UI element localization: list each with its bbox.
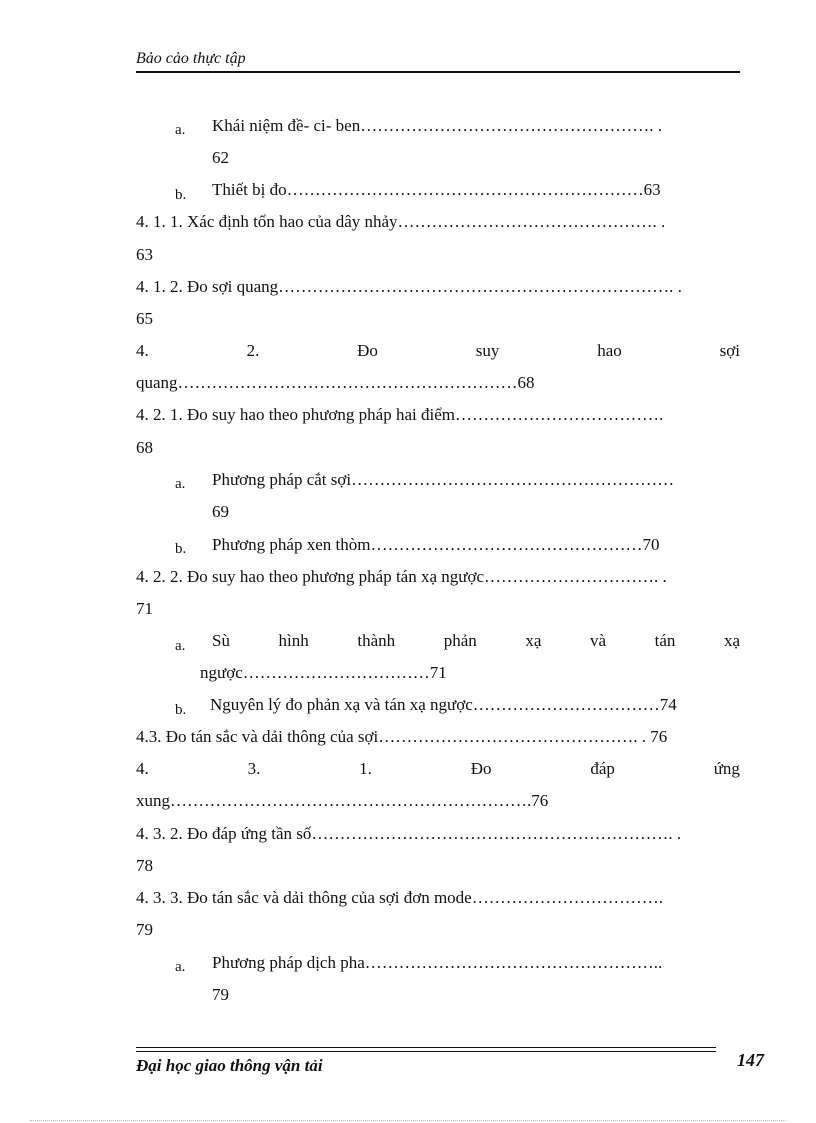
toc-entry[interactable]: 4. 1. 1. Xác định tổn hao của dây nhảy………………………………………. .: [136, 212, 666, 231]
toc-marker: a.: [175, 959, 186, 975]
header-rule: [136, 71, 740, 73]
toc-word: Đo: [357, 341, 378, 360]
toc-entry[interactable]: xung……………………………………………………….76: [136, 791, 549, 810]
toc-entry[interactable]: Phương pháp dịch pha……………………………………………..: [212, 953, 663, 972]
toc-page-number: 69: [212, 502, 229, 521]
toc-word: thành: [357, 631, 396, 650]
toc-word: ứng: [713, 759, 740, 778]
page-number: 147: [737, 1050, 764, 1070]
header-title: Bảo cảo thực tập: [136, 50, 246, 67]
toc-word: 3.: [247, 759, 261, 778]
toc-entry[interactable]: 4.3. Đo tán sắc và dải thông của sợi………………………………………. . 76: [136, 727, 668, 746]
toc-page-number: 78: [136, 856, 153, 875]
toc-page-number: 79: [136, 920, 153, 939]
toc-marker: b.: [175, 187, 187, 203]
toc-word: hao: [597, 341, 622, 360]
toc-page-number: 71: [136, 599, 153, 618]
toc-word: và: [589, 631, 607, 650]
toc-word: Sù: [212, 631, 230, 650]
toc-word: 2.: [246, 341, 260, 360]
toc-entry-justified[interactable]: [136, 341, 740, 361]
toc-word: đáp: [590, 759, 615, 778]
toc-entry-justified[interactable]: [136, 759, 740, 779]
toc-word: 1.: [359, 759, 372, 778]
toc-marker: a.: [175, 122, 186, 138]
toc-entry[interactable]: Nguyên lý đo phản xạ và tán xạ ngược……………………………74: [210, 695, 677, 714]
toc-entry[interactable]: quang……………………………………………………68: [136, 373, 535, 392]
toc-marker: b.: [175, 702, 187, 718]
toc-word: suy: [475, 341, 500, 360]
toc-word: tán: [654, 631, 676, 650]
toc-entry[interactable]: ngược……………………………71: [200, 663, 447, 682]
footer-institution: Đại học giao thông vận tải: [136, 1056, 323, 1075]
toc-word: xạ: [723, 631, 740, 650]
toc-marker: b.: [175, 541, 187, 557]
toc-page-number: 65: [136, 309, 153, 328]
toc-marker: a.: [175, 476, 186, 492]
toc-entry[interactable]: 4. 2. 1. Đo suy hao theo phương pháp hai điểm……………………………….: [136, 405, 664, 424]
toc-word: phản: [443, 631, 477, 650]
toc-page-number: 68: [136, 438, 153, 457]
toc-word: hình: [278, 631, 309, 650]
toc-word: 4.: [136, 759, 149, 778]
toc-word: Đo: [470, 759, 492, 778]
toc-entry[interactable]: Thiết bị đo………………………………………………………63: [212, 180, 661, 199]
toc-word: xạ: [525, 631, 542, 650]
toc-page-number: 79: [212, 985, 229, 1004]
toc-marker: a.: [175, 638, 186, 654]
toc-entry[interactable]: 4. 3. 2. Đo đáp ứng tần số………………………………………………………. .: [136, 824, 682, 843]
footer-rule: [136, 1051, 716, 1052]
toc-entry[interactable]: Phương pháp xen thòm…………………………………………70: [212, 535, 660, 554]
footer-rule: [136, 1047, 716, 1048]
page-edge-divider: [30, 1120, 786, 1121]
toc-word: 4.: [136, 341, 149, 360]
toc-page-number: 63: [136, 245, 153, 264]
toc-entry[interactable]: 4. 1. 2. Đo sợi quang……………………………………………………………. .: [136, 277, 682, 296]
toc-entry[interactable]: 4. 3. 3. Đo tán sắc và dải thông của sợi đơn mode…………………………….: [136, 888, 663, 907]
toc-entry-justified[interactable]: [212, 631, 740, 651]
toc-word: sợi: [719, 341, 740, 360]
toc-entry[interactable]: Khái niệm đề- ci- ben……………………………………………. .: [212, 116, 662, 135]
toc-entry[interactable]: 4. 2. 2. Đo suy hao theo phương pháp tán xạ ngược…………………………. .: [136, 567, 667, 586]
toc-page-number: 62: [212, 148, 229, 167]
toc-entry[interactable]: Phương pháp cắt sợi…………………………………………………: [212, 470, 675, 489]
